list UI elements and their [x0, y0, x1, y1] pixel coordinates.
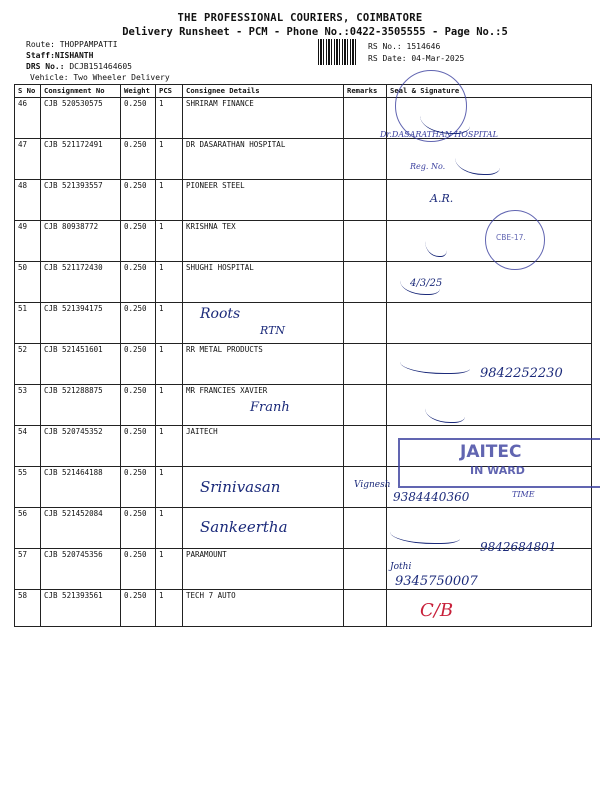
handwriting-phone1: 9842252230 — [480, 366, 563, 381]
cell-sno: 57 — [15, 549, 41, 590]
cell-pcs: 1 — [156, 139, 183, 180]
cell-consignee: SHUGHI HOSPITAL — [183, 262, 344, 303]
cell-sno: 53 — [15, 385, 41, 426]
table-row — [15, 98, 592, 139]
col-consignment: Consignment No — [41, 85, 121, 98]
cell-pcs: 1 — [156, 549, 183, 590]
jaitec-stamp — [398, 438, 600, 488]
cell-consignee: PIONEER STEEL — [183, 180, 344, 221]
rs-date-info: RS Date: 04-Mar-2025 — [368, 54, 465, 63]
vehicle-info: Vehicle: Two Wheeler Delivery — [30, 73, 170, 82]
table-row — [15, 385, 592, 426]
cell-pcs: 1 — [156, 98, 183, 139]
cell-consignment-no: CJB 520745356 — [41, 549, 121, 590]
handwriting-srinivasan: Srinivasan — [200, 478, 281, 496]
table-row — [15, 139, 592, 180]
cell-consignee: JAITECH — [183, 426, 344, 467]
table-row — [15, 303, 592, 344]
reg-stamp: Reg. No. — [410, 162, 446, 171]
cell-remarks — [344, 221, 387, 262]
cell-weight: 0.250 — [121, 221, 156, 262]
cell-sno: 51 — [15, 303, 41, 344]
cell-remarks — [344, 426, 387, 467]
cell-pcs: 1 — [156, 180, 183, 221]
cell-sno: 52 — [15, 344, 41, 385]
cell-remarks — [344, 508, 387, 549]
hospital-stamp: Dr.DASARATHAN HOSPITAL — [380, 130, 498, 139]
cell-sno: 49 — [15, 221, 41, 262]
cell-pcs: 1 — [156, 262, 183, 303]
table-header-row — [15, 85, 592, 98]
cell-sno: 47 — [15, 139, 41, 180]
staff-info: Staff:NISHANTH — [26, 51, 94, 60]
cell-remarks — [344, 549, 387, 590]
cell-seal — [387, 590, 592, 627]
cell-remarks — [344, 303, 387, 344]
cbe-stamp-text: CBE-17. — [496, 233, 526, 242]
handwriting-phone4: 9345750007 — [395, 574, 478, 589]
cell-remarks — [344, 344, 387, 385]
handwriting-rtn: RTN — [260, 324, 286, 337]
handwriting-red-mark: C/B — [420, 600, 454, 621]
drs-value: DCJB151464605 — [69, 62, 132, 71]
cell-remarks — [344, 385, 387, 426]
staff-value: NISHANTH — [54, 51, 94, 60]
rs-no-info: RS No.: 1514646 — [368, 42, 441, 51]
cell-weight: 0.250 — [121, 426, 156, 467]
cell-consignee: KRISHNA TEX — [183, 221, 344, 262]
rs-date-value: 04-Mar-2025 — [411, 54, 465, 63]
col-consignee: Consignee Details — [183, 85, 344, 98]
cell-weight: 0.250 — [121, 344, 156, 385]
cell-consignment-no: CJB 521451601 — [41, 344, 121, 385]
cell-sno: 55 — [15, 467, 41, 508]
cell-weight: 0.250 — [121, 508, 156, 549]
cell-consignment-no: CJB 520530575 — [41, 98, 121, 139]
cell-consignment-no: CJB 521452084 — [41, 508, 121, 549]
cell-sno: 48 — [15, 180, 41, 221]
col-pcs: PCS — [156, 85, 183, 98]
cell-weight: 0.250 — [121, 467, 156, 508]
cell-seal — [387, 385, 592, 426]
handwriting-phone3: 9842684801 — [480, 540, 557, 554]
cell-weight: 0.250 — [121, 139, 156, 180]
cell-consignment-no: CJB 521464188 — [41, 467, 121, 508]
cell-consignment-no: CJB 521288875 — [41, 385, 121, 426]
cell-sno: 58 — [15, 590, 41, 627]
handwriting-ar: A.R. — [430, 192, 454, 205]
cell-weight: 0.250 — [121, 98, 156, 139]
table-row — [15, 549, 592, 590]
cell-consignee: DR DASARATHAN HOSPITAL — [183, 139, 344, 180]
col-sno: S No — [15, 85, 41, 98]
cell-consignee: SHRIRAM FINANCE — [183, 98, 344, 139]
cell-consignment-no: CJB 520745352 — [41, 426, 121, 467]
cell-consignment-no: CJB 80938772 — [41, 221, 121, 262]
cell-remarks — [344, 590, 387, 627]
cell-remarks — [344, 139, 387, 180]
cell-pcs: 1 — [156, 303, 183, 344]
circular-seal-krishna — [485, 210, 545, 270]
cell-seal — [387, 303, 592, 344]
cell-consignment-no: CJB 521172430 — [41, 262, 121, 303]
cell-weight: 0.250 — [121, 549, 156, 590]
drs-info: DRS No.: DCJB151464605 — [26, 62, 132, 71]
cell-pcs: 1 — [156, 385, 183, 426]
route-info: Route: THOPPAMPATTI — [26, 40, 118, 49]
cell-consignee: RR METAL PRODUCTS — [183, 344, 344, 385]
company-title: THE PROFESSIONAL COURIERS, COIMBATORE — [177, 12, 423, 24]
handwriting-roots: Roots — [200, 306, 241, 322]
rs-no-value: 1514646 — [406, 42, 441, 51]
cell-consignment-no: CJB 521393557 — [41, 180, 121, 221]
cell-consignment-no: CJB 521394175 — [41, 303, 121, 344]
cell-weight: 0.250 — [121, 385, 156, 426]
cell-weight: 0.250 — [121, 262, 156, 303]
handwriting-vignesh: Vignesh — [354, 480, 391, 490]
cell-consignee: MR FRANCIES XAVIER — [183, 385, 344, 426]
cell-weight: 0.250 — [121, 590, 156, 627]
cell-pcs: 1 — [156, 590, 183, 627]
cell-pcs: 1 — [156, 426, 183, 467]
barcode — [318, 39, 358, 65]
cell-sno: 50 — [15, 262, 41, 303]
cell-pcs: 1 — [156, 467, 183, 508]
col-remarks: Remarks — [344, 85, 387, 98]
cell-remarks — [344, 180, 387, 221]
cell-consignee: TECH 7 AUTO — [183, 590, 344, 627]
route-value: THOPPAMPATTI — [59, 40, 118, 49]
cell-seal — [387, 180, 592, 221]
cell-remarks — [344, 262, 387, 303]
cell-pcs: 1 — [156, 508, 183, 549]
cell-consignment-no: CJB 521393561 — [41, 590, 121, 627]
cell-sno: 56 — [15, 508, 41, 549]
handwriting-date: 4/3/25 — [410, 278, 443, 289]
handwriting-phone2: 9384440360 — [393, 490, 470, 504]
cell-pcs: 1 — [156, 344, 183, 385]
table-row — [15, 590, 592, 627]
col-weight: Weight — [121, 85, 156, 98]
jaitec-stamp-text: JAITEC — [460, 442, 522, 462]
cell-sno: 46 — [15, 98, 41, 139]
col-seal: Seal & Signature — [387, 85, 592, 98]
handwriting-franh: Franh — [250, 400, 290, 415]
handwriting-jothi: Jothi — [390, 562, 412, 572]
cell-pcs: 1 — [156, 221, 183, 262]
cell-sno: 54 — [15, 426, 41, 467]
vehicle-value: Two Wheeler Delivery — [73, 73, 170, 82]
handwriting-sankeertha: Sankeertha — [200, 518, 288, 536]
cell-consignment-no: CJB 521172491 — [41, 139, 121, 180]
cell-weight: 0.250 — [121, 303, 156, 344]
cell-weight: 0.250 — [121, 180, 156, 221]
cell-consignee: PARAMOUNT — [183, 549, 344, 590]
runsheet-subtitle: Delivery Runsheet - PCM - Phone No.:0422-3505555 - Page No.:5 — [122, 26, 508, 38]
inward-stamp-text: IN WARD — [470, 464, 525, 477]
time-stamp-text: TIME — [512, 490, 535, 499]
